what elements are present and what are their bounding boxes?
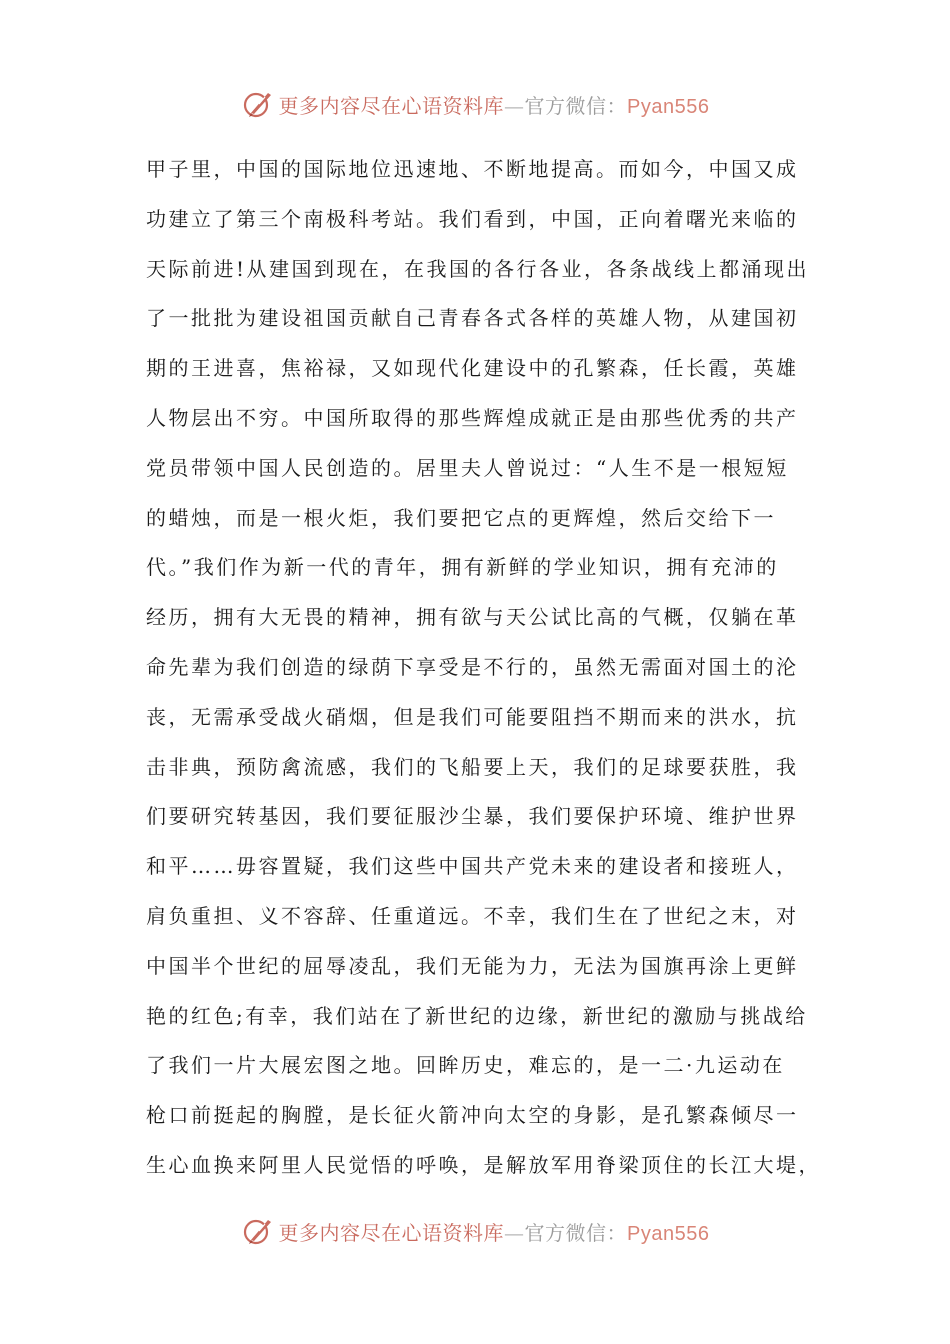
text-line: 了我们一片大展宏图之地。回眸历史，难忘的，是一二·九运动在 bbox=[146, 1053, 785, 1078]
text-line: 丧，无需承受战火硝烟，但是我们可能要阻挡不期而来的洪水，抗 bbox=[146, 704, 799, 729]
text-line: 和平……毋容置疑，我们这些中国共产党未来的建设者和接班人， bbox=[146, 854, 799, 879]
banner-site-name: 更多内容尽在心语资料库 bbox=[278, 1220, 505, 1245]
quill-pen-circle-icon bbox=[241, 1214, 275, 1248]
text-line: 人物层出不穷。中国所取得的那些辉煌成就正是由那些优秀的共产 bbox=[146, 405, 799, 430]
text-line: 枪口前挺起的胸膛，是长征火箭冲向太空的身影，是孔繁森倾尽一 bbox=[146, 1103, 799, 1128]
text-line: 甲子里，中国的国际地位迅速地、不断地提高。而如今，中国又成 bbox=[146, 157, 799, 181]
quill-pen-circle-icon bbox=[241, 87, 275, 121]
banner-wechat-id: Pyan556 bbox=[627, 95, 710, 118]
banner-wechat-label: 官方微信： bbox=[524, 1220, 628, 1245]
text-line: 的蜡烛，而是一根火炬，我们要把它点的更辉煌，然后交给下一 bbox=[146, 505, 776, 530]
banner-site-name: 更多内容尽在心语资料库 bbox=[278, 93, 505, 118]
text-line: 功建立了第三个南极科考站。我们看到，中国，正向着曙光来临的 bbox=[146, 206, 799, 231]
text-line: 中国半个世纪的屈辱凌乱，我们无能为力，无法为国旗再涂上更鲜 bbox=[146, 953, 799, 978]
banner-separator: — bbox=[504, 93, 525, 118]
text-line: 经历，拥有大无畏的精神，拥有欲与天公试比高的气概，仅躺在革 bbox=[146, 605, 799, 630]
header-banner-text bbox=[279, 90, 710, 119]
text-line: 命先辈为我们创造的绿荫下享受是不行的，虽然无需面对国土的沦 bbox=[146, 654, 799, 679]
text-line: 艳的红色;有幸，我们站在了新世纪的边缘，新世纪的激励与挑战给 bbox=[146, 1003, 808, 1028]
text-line: 们要研究转基因，我们要征服沙尘暴，我们要保护环境、维护世界 bbox=[146, 804, 799, 829]
text-line: 生心血换来阿里人民觉悟的呼唤，是解放军用脊梁顶住的长江大堤， bbox=[146, 1152, 821, 1177]
text-line: 肩负重担、义不容辞、任重道远。不幸，我们生在了世纪之末，对 bbox=[146, 903, 799, 928]
header-banner bbox=[0, 84, 950, 124]
text-line: 天际前进!从建国到现在，在我国的各行各业，各条战线上都涌现出 bbox=[146, 256, 810, 281]
banner-wechat-label: 官方微信： bbox=[524, 93, 628, 118]
footer-banner bbox=[0, 1211, 950, 1251]
document-body bbox=[146, 145, 821, 1191]
banner-wechat-id: Pyan556 bbox=[627, 1222, 710, 1245]
footer-banner-text bbox=[279, 1217, 710, 1246]
text-line: 期的王进喜，焦裕禄，又如现代化建设中的孔繁森，任长霞，英雄 bbox=[146, 356, 799, 381]
banner-separator: — bbox=[504, 1220, 525, 1245]
text-line: 代。”我们作为新一代的青年，拥有新鲜的学业知识，拥有充沛的 bbox=[146, 555, 779, 580]
text-line: 了一批批为建设祖国贡献自己青春各式各样的英雄人物，从建国初 bbox=[146, 306, 799, 331]
text-line: 击非典，预防禽流感，我们的飞船要上天，我们的足球要获胜，我 bbox=[146, 754, 799, 779]
text-line: 党员带领中国人民创造的。居里夫人曾说过：“人生不是一根短短 bbox=[146, 455, 789, 480]
